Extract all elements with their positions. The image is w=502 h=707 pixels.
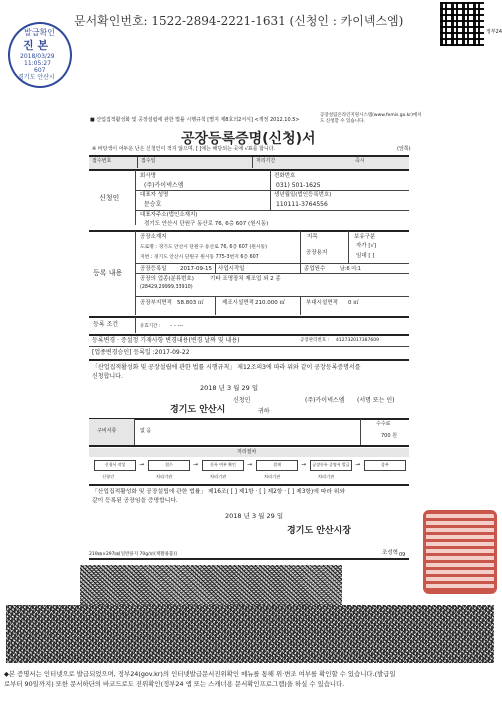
process-step-box bbox=[148, 460, 190, 471]
process-step-box bbox=[310, 460, 352, 471]
divider bbox=[215, 296, 216, 315]
qr-code bbox=[440, 2, 484, 46]
footer-line1: ◆본 증명서는 인터넷으로 발급되었으며, 정부24(gov.kr)의 인터넷발급문서진위확인 메뉴를 통해 위·변조 여부를 확인할 수 있습니다.(발급일 bbox=[4, 670, 396, 678]
divider bbox=[360, 419, 361, 445]
reg-confirm: [업종변경승인] 등록일 :2017-09-22 bbox=[92, 349, 190, 356]
building-area-value: 210.000 ㎡ bbox=[255, 300, 285, 306]
changes-label: 등록변경 · 증설정 기재사항 변경내용(변경 날짜 및 내용) bbox=[92, 337, 240, 344]
ownership-label: 보유구분 bbox=[354, 234, 376, 240]
divider bbox=[89, 346, 409, 347]
ownership-lease: 임대 [ ] bbox=[356, 253, 375, 259]
industry-value: 기타 조명장치 제조업 외 2 종 bbox=[210, 276, 281, 282]
process-step-box bbox=[202, 460, 244, 471]
arrow-right-icon: → bbox=[355, 461, 361, 468]
doc-confirm-number: 문서확인번호: 1522-2894-2221-1631 (신청인 : 카이넥스엠) bbox=[74, 14, 404, 28]
ancillary-area-value: 0 ㎡ bbox=[348, 300, 359, 306]
divider bbox=[135, 210, 409, 211]
legal-basis: ■ 산업집적활성화 및 공장설립에 관한 법률 시행규칙 [별지 제8호의2서식] <개정 2012.10.5> bbox=[90, 117, 300, 123]
divider bbox=[300, 296, 301, 315]
process-step-label: 신청서 작성 bbox=[104, 462, 126, 468]
paper-spec: 210㎜×297㎜[일반용지 70g/㎡(재활용품)] bbox=[89, 552, 177, 557]
divider bbox=[135, 170, 136, 225]
stamp-main-text: 진 본 bbox=[23, 39, 49, 52]
divider bbox=[89, 445, 409, 447]
attach-value: 없 음 bbox=[140, 428, 152, 434]
process-step-actor: 처리기관 bbox=[210, 474, 227, 479]
certification-date: 2018 년 3 월 29 일 bbox=[225, 512, 284, 520]
period-value: - - --- bbox=[170, 323, 184, 329]
arrow-right-icon: → bbox=[193, 461, 199, 468]
receipt-date-label: 접수일 bbox=[141, 158, 156, 164]
process-step-label: 등록 여부 확인 bbox=[210, 462, 236, 468]
recipient-suffix: 귀하 bbox=[258, 408, 270, 415]
ancillary-area-label: 부대시설면적 bbox=[306, 300, 338, 306]
address-value: 경기도 안산시 단원구 동산로 76, 6층 607 (원시동) bbox=[144, 221, 269, 227]
declaration-date: 2018 년 3 월 29 일 bbox=[200, 384, 259, 392]
declaration-line1: 「산업집적활성화 및 공장설립에 관한 법률 시행규칙」 제12조의3에 따라 위와 같이 공장등록증명서를 bbox=[92, 364, 361, 371]
divider bbox=[135, 296, 409, 297]
form-title: 공장등록증명(신청)서 bbox=[181, 131, 316, 147]
registration-section-label: 등록 내용 bbox=[93, 269, 123, 277]
company-name-value: (주)카이넥스엠 bbox=[144, 182, 184, 189]
attach-label: 구비서류 bbox=[97, 428, 117, 434]
process-step-label: 접수 bbox=[165, 462, 173, 468]
phone-value: 031) 501-1625 bbox=[276, 182, 321, 189]
divider bbox=[135, 317, 136, 333]
official-seal-image bbox=[423, 510, 497, 594]
staff-label: 조성혁 bbox=[382, 550, 398, 556]
instruction: ※ 바탕색이 어두운 난은 신청인이 적지 않으며, [ ]에는 해당되는 곳에 √표를 합니다. bbox=[92, 146, 276, 152]
issuance-stamp bbox=[8, 22, 72, 88]
divider bbox=[135, 190, 409, 191]
land-type-label: 지목 bbox=[307, 234, 318, 240]
divider bbox=[137, 157, 138, 168]
industry-codes: (28429,29999,33910) bbox=[140, 285, 193, 290]
fee-value: 700 원 bbox=[381, 433, 397, 439]
divider bbox=[89, 418, 409, 420]
company-name-label: 회사명 bbox=[140, 173, 156, 179]
process-step-box bbox=[94, 460, 136, 471]
fee-label: 수수료 bbox=[376, 421, 391, 427]
land-type-value: 공장용지 bbox=[306, 250, 328, 256]
applicant-section-label: 신청인 bbox=[99, 194, 120, 202]
conditions-label: 등록 조건 bbox=[93, 321, 119, 328]
divider bbox=[89, 359, 409, 361]
factory-location-label: 공장소재지 bbox=[140, 234, 167, 240]
divider bbox=[252, 157, 253, 168]
reg-date-value: 2017-09-15 bbox=[180, 266, 212, 272]
process-title: 처리절차 bbox=[237, 449, 257, 455]
divider bbox=[89, 230, 409, 232]
mgmt-no-label: 공장관리번호 : bbox=[300, 338, 330, 343]
process-step-actor: 신청인 bbox=[102, 474, 115, 479]
divider bbox=[89, 334, 409, 336]
receipt-number-label: 접수번호 bbox=[92, 158, 112, 164]
site-area-value: 58.803 ㎡ bbox=[177, 300, 204, 306]
process-step-label: 결재 bbox=[273, 462, 281, 468]
stamp-top-text: 발급확인 bbox=[24, 28, 55, 37]
security-pattern-upper bbox=[80, 565, 342, 607]
pages-label: (앞쪽) bbox=[397, 146, 411, 152]
divider bbox=[135, 273, 409, 274]
divider bbox=[215, 263, 216, 273]
recipient: 경기도 안산시 bbox=[170, 405, 226, 415]
ownership-own: 자가 [√] bbox=[356, 243, 377, 249]
issuer: 경기도 안산시장 bbox=[287, 526, 351, 536]
online-note bbox=[320, 113, 425, 125]
footer-line2: 로부터 90일까지) 또한 문서하단의 바코드로도 진위확인(정부24 앱 또는 스캐너용 문서확인프로그램)을 하실 수 있습니다. bbox=[4, 680, 345, 688]
period-label: 유효기간 : bbox=[140, 324, 161, 329]
process-step-box bbox=[364, 460, 406, 471]
processing-value: 즉시 bbox=[355, 158, 365, 164]
start-date-label: 사업시작일 bbox=[218, 266, 245, 272]
stamp-date: 2018/03/29 bbox=[20, 53, 55, 60]
sign-note: (서명 또는 인) bbox=[357, 397, 395, 404]
process-step-label: 종부 bbox=[381, 462, 389, 468]
ceo-value: 문승호 bbox=[144, 201, 162, 208]
road-address: 도로명 : 경기도 안산시 단원구 동산로 76, 6층 607 (원시동) bbox=[140, 245, 267, 250]
divider bbox=[134, 419, 135, 445]
lot-address: 지번 : 경기도 안산시 단원구 원시동 775-3번지 6층 607 bbox=[140, 255, 259, 260]
phone-label: 전화번호 bbox=[274, 173, 296, 179]
stamp-code: 607 bbox=[34, 67, 46, 74]
certification-line2: 같이 등록된 공장임을 증명합니다. bbox=[92, 498, 178, 504]
declaration-line2: 신청합니다. bbox=[92, 373, 123, 380]
processing-label: 처리기간 bbox=[256, 158, 276, 164]
building-area-label: 제조시설면적 bbox=[222, 300, 254, 306]
birth-value: 110111-3764556 bbox=[276, 201, 328, 208]
process-step-label: 공장등록 증명서 발급 bbox=[312, 462, 350, 468]
reg-date-label: 공장등록일 bbox=[140, 266, 167, 272]
address-label: 대표자주소(법인소재지) bbox=[140, 212, 198, 218]
stamp-time: 11:05:27 bbox=[24, 60, 51, 67]
divider bbox=[89, 484, 409, 486]
ceo-label: 대표자 성명 bbox=[140, 192, 169, 198]
process-step-actor: 처리기관 bbox=[156, 474, 173, 479]
site-area-label: 공장부지면적 bbox=[140, 300, 172, 306]
employees-value: 남:6 여:1 bbox=[340, 266, 361, 272]
process-step-actor: 처리기관 bbox=[264, 474, 281, 479]
industry-label: 공장의 업종(분류번호) bbox=[140, 276, 194, 282]
divider bbox=[89, 169, 409, 171]
arrow-right-icon: → bbox=[139, 461, 145, 468]
stamp-bottom-text: 경기도 안산시 bbox=[18, 74, 55, 81]
divider bbox=[89, 316, 409, 318]
applicant-sign-value: (주)카이넥스엠 bbox=[305, 397, 345, 404]
divider bbox=[89, 558, 409, 560]
online-note-text: 공장설립온라인지원시스템(www.femis.go.kr)에서도 신청할 수 있습니다. bbox=[320, 113, 422, 124]
gov24-label: 정부24 bbox=[486, 29, 502, 35]
divider bbox=[348, 231, 349, 263]
arrow-right-icon: → bbox=[247, 461, 253, 468]
page-code: 09 bbox=[399, 552, 406, 558]
mgmt-no-value: 412732017387609 bbox=[336, 338, 379, 343]
security-barcode-area bbox=[6, 605, 494, 663]
certification-line1: 「산업집적활성화 및 공장설립에 관한 법률」 제16조( [ ] 제1항 · [ ] 제2항 · [ ] 제3항)에 따라 위와 bbox=[92, 489, 345, 495]
divider bbox=[300, 263, 301, 273]
arrow-right-icon: → bbox=[301, 461, 307, 468]
birth-label: 생년월일(법인등록번호) bbox=[274, 192, 332, 198]
process-step-actor: 처리기관 bbox=[318, 474, 335, 479]
employees-label: 종업원수 bbox=[304, 266, 326, 272]
divider bbox=[300, 231, 301, 263]
divider bbox=[135, 263, 409, 264]
process-step-box bbox=[256, 460, 298, 471]
applicant-sign-label: 신청인 bbox=[233, 397, 251, 404]
